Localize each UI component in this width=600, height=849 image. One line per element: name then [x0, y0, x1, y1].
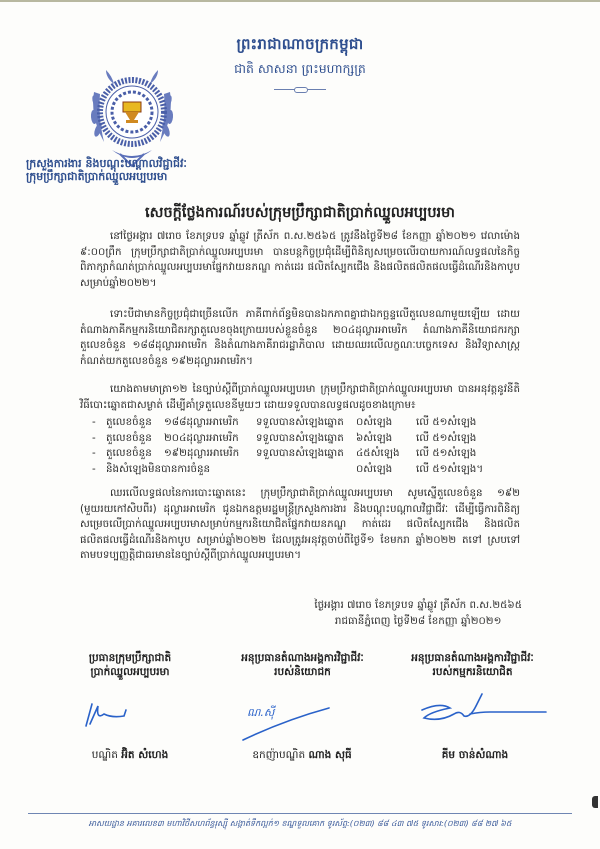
date-block: [314, 597, 522, 629]
ornament-divider: [274, 86, 326, 92]
date-solar: រាជធានីភ្នំពេញ ថ្ងៃទី២៨ ខែកញ្ញា ឆ្នាំ២០២១: [334, 615, 502, 627]
footer-address: អាសយដ្ឋាន អគារលេខ៣ មហាវិថីសហព័ន្ធរុស្ស៊ី សង្កាត់ទឹកល្អក់១ ខណ្ឌទួលគោក ទូរស័ព្ទ:(០២៣) ៨៨ ៤៣ ៧៥ ទូរសារ:(០២៣) ៨៨ ២៧ ៦៥: [88, 819, 512, 828]
vote-row: - តួលេខចំនួន ១៨៨ដុល្លារអាមេរិក ទទួលបានសំឡេងឆ្នោត ០សំឡេង លើ ៥១សំឡេង: [92, 416, 477, 428]
signatory-name-employer: ឧកញ៉ាបណ្ឌិត ណាង សុធី: [252, 749, 352, 761]
ministry-line1: ក្រសួងការងារ និងបណ្តុះបណ្តាលវិជ្ជាជីវៈ: [26, 157, 187, 170]
scan-top-edge: [0, 0, 600, 2]
svg-text:ណ.ស៊ី: ណ.ស៊ី: [247, 706, 275, 719]
ministry-logo-icon: [84, 62, 180, 170]
footer-divider: [28, 813, 572, 814]
national-motto: ជាតិ សាសនា ព្រះមហាក្សត្រ: [234, 61, 366, 76]
ministry-name: [26, 157, 187, 183]
vote-row: - តួលេខចំនួន ១៩២ដុល្លារអាមេរិក ទទួលបានសំឡេងឆ្នោត ៤៥សំឡេង លើ ៥១សំឡេង: [92, 447, 477, 460]
signatory-title-chair: ប្រធានក្រុមប្រឹក្សាជាតិ ប្រាក់ឈ្នួលអប្បបរមា: [88, 652, 172, 678]
paragraph-meeting: នៅថ្ងៃអង្គារ ៧រោច ខែភទ្របទ ឆ្នាំឆ្លូវ ត្រីស័ក ព.ស.២៥៦៥ ត្រូវនឹងថ្ងៃទី២៨ ខែកញ្ញា ឆ្នាំ២០២១ វេលាម៉ោង ៩:០០ព្រឹក ក្រុមប្រឹក្សាជាតិប្រាក់ឈ្នួលអប្បបរមា បានបន្តកិច្ចប្រជុំដើម្បីពិនិត្យសម្រេចលើរបាយការណ៍លទ្ធផលនៃកិច្ចពិភាក្សាកំណត់ប្រាក់ឈ្នួលអប្បបរមាផ្នែកវាយនភណ្ឌ កាត់ដេរ ផលិតស្បែកជើង និងផលិតផលិតផលធ្វើដំណើរនិងកាបូប សម្រាប់ឆ្នាំ២០២២។: [80, 230, 520, 289]
signatory-name-worker: គីម ចាន់សំណាង: [441, 749, 509, 761]
signature-employer-icon: [235, 694, 335, 748]
date-lunar: ថ្ងៃអង្គារ ៧រោច ខែភទ្របទ ឆ្នាំឆ្លូវ ត្រីស័ក ព.ស.២៥៦៥: [314, 599, 522, 611]
vote-row: - តួលេខចំនួន ២០៤ដុល្លារអាមេរិក ទទួលបានសំឡេងឆ្នោត ៦សំឡេង លើ ៥១សំឡេង: [92, 431, 477, 444]
ministry-line2: ក្រុមប្រឹក្សាជាតិប្រាក់ឈ្នួលអប្បបរមា: [26, 170, 168, 183]
paragraph-positions: ទោះបីជាមានកិច្ចប្រជុំជាច្រើនលើក ភាគីពាក់ព័ន្ធមិនបានឯកភាពគ្នាជាឯកច្ឆន្ទលើតួលេខណាមួយឡើយ ដោយតំណាងភាគីកម្មករនិយោជិតរក្សាតួលេខចុងក្រោយរបស់ខ្លួនចំនួន ២០៤ដុល្លារអាមេរិក តំណាងភាគីនិយោជករក្សាតួលេខចំនួន ១៨៨ដុល្លារអាមេរិក និងតំណាងភាគីរាជរដ្ឋាភិបាល ដោយឈរលើលក្ខណៈបច្ចេកទេស និងវិទ្យាសាស្ត្រកំណត់យកតួលេខចំនួន ១៩២ដុល្លារអាមេរិក។: [80, 308, 520, 367]
kingdom-title: ព្រះរាជាណាចក្រកម្ពុជា: [236, 35, 364, 53]
national-header: [210, 35, 390, 92]
signatory-title-employer-vice: អនុប្រធានតំណាងអង្គការវិជ្ជាជីវៈ របស់និយោជក: [241, 652, 364, 678]
paragraph-proposal: ឈរលើលទ្ធផលនៃការបោះឆ្នោតនេះ ក្រុមប្រឹក្សាជាតិប្រាក់ឈ្នួលអប្បបរមា សូមស្នើតួលេខចំនួន ១៩២ (មួយរយកៅសិបពីរ) ដុល្លារអាមេរិក ជូនឯកឧត្តមរដ្ឋមន្ត្រីក្រសួងការងារ និងបណ្តុះបណ្តាលវិជ្ជាជីវៈ ដើម្បីធ្វើការពិនិត្យសម្រេចលើប្រាក់ឈ្នួលអប្បបរមាសម្រាប់កម្មករនិយោជិតផ្នែកវាយនភណ្ឌ កាត់ដេរ ផលិតស្បែកជើង និងផលិតផលិតផលធ្វើដំណើរនិងកាបូប សម្រាប់ឆ្នាំ២០២២ ដែលត្រូវអនុវត្តចាប់ពីថ្ងៃទី១ ខែមករា ឆ្នាំ២០២២ តទៅ ស្របទៅតាមបទប្បញ្ញត្តិជាធរមាននៃច្បាប់ស្តីពីប្រាក់ឈ្នួលអប្បបរមា។: [80, 487, 520, 561]
signature-worker-icon: [420, 692, 550, 736]
document-title: សេចក្តីថ្លែងការណ៍របស់ក្រុមប្រឹក្សាជាតិប្រាក់ឈ្នួលអប្បបរមា: [145, 205, 455, 221]
signatory-name-chair: បណ្ឌិត អ៊ិត សំហេង: [91, 749, 169, 761]
signatory-title-worker-vice: អនុប្រធានតំណាងអង្គការវិជ្ជាជីវៈ របស់កម្មករនិយោជិត: [411, 652, 534, 678]
scan-edge-mark: [592, 796, 598, 808]
signature-chair-icon: [82, 700, 132, 734]
paragraph-voting: យោងតាមមាត្រា១២ នៃច្បាប់ស្តីពីប្រាក់ឈ្នួលអប្បបរមា ក្រុមប្រឹក្សាជាតិប្រាក់ឈ្នួលអប្បបរមា បានអនុវត្តនូវនីតិវិធីបោះឆ្នោតជាសម្ងាត់ ដើម្បីគាំទ្រតួលេខនីមួយៗ ដោយទទួលបានលទ្ធផលដូចខាងក្រោម៖: [80, 383, 520, 411]
vote-results-list: [92, 415, 522, 477]
vote-row-invalid: - និងសំឡេងមិនបានការចំនួន ០សំឡេង លើ ៥១សំឡេង។: [92, 462, 484, 475]
